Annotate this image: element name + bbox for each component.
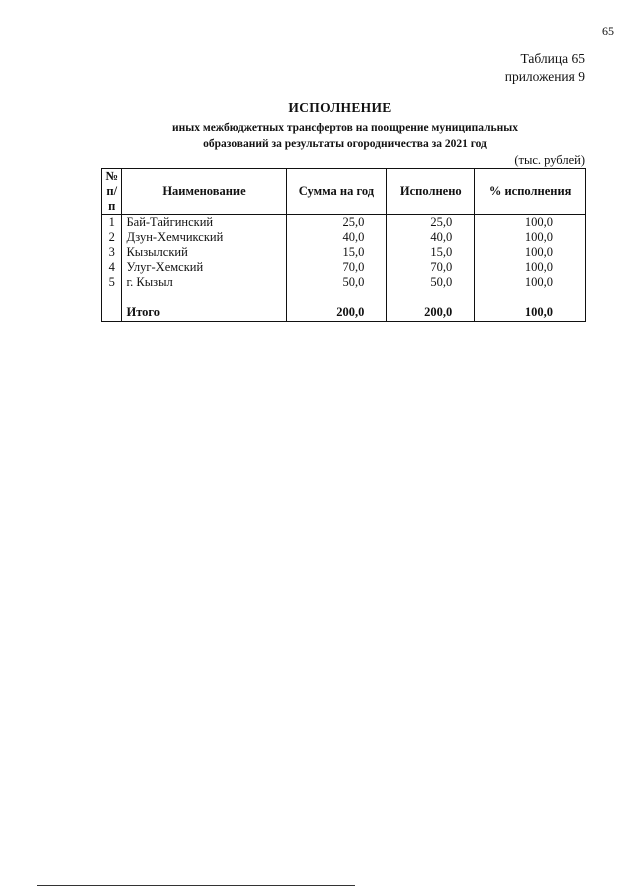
row-number: 2 (102, 230, 122, 245)
row-plan: 70,0 (286, 260, 387, 275)
row-name: Кызылский (122, 245, 286, 260)
row-done: 15,0 (387, 245, 475, 260)
row-done: 25,0 (387, 215, 475, 231)
row-percent: 100,0 (475, 230, 586, 245)
total-label: Итого (122, 290, 286, 322)
row-name: г. Кызыл (122, 275, 286, 290)
table-row (102, 245, 586, 260)
row-percent: 100,0 (475, 260, 586, 275)
row-done: 40,0 (387, 230, 475, 245)
table-row (102, 275, 586, 290)
row-percent: 100,0 (475, 215, 586, 231)
execution-table (101, 168, 586, 322)
row-name: Бай-Тайгинский (122, 215, 286, 231)
total-plan: 200,0 (286, 290, 387, 322)
subtitle-line-2: образований за результаты огородничества за 2021 год (203, 138, 487, 150)
table-total-row (102, 290, 586, 322)
row-done: 50,0 (387, 275, 475, 290)
header-plan: Сумма на год (286, 169, 387, 215)
row-percent: 100,0 (475, 245, 586, 260)
row-number: 1 (102, 215, 122, 231)
document-subtitle (0, 120, 640, 152)
footer-divider (37, 885, 355, 886)
table-label-block (505, 50, 585, 86)
row-plan: 40,0 (286, 230, 387, 245)
units-label: (тыс. рублей) (514, 153, 585, 167)
header-done: Исполнено (387, 169, 475, 215)
table-label: Таблица 65 (520, 51, 585, 66)
row-number: 4 (102, 260, 122, 275)
header-number (102, 169, 122, 215)
total-number (102, 290, 122, 322)
total-percent: 100,0 (475, 290, 586, 322)
row-plan: 50,0 (286, 275, 387, 290)
page-number: 65 (602, 24, 614, 38)
table-row (102, 260, 586, 275)
header-number-line-2: п/п (106, 184, 118, 213)
total-done: 200,0 (387, 290, 475, 322)
row-number: 3 (102, 245, 122, 260)
row-percent: 100,0 (475, 275, 586, 290)
header-percent: % исполнения (475, 169, 586, 215)
row-done: 70,0 (387, 260, 475, 275)
row-name: Дзун-Хемчикский (122, 230, 286, 245)
row-name: Улуг-Хемский (122, 260, 286, 275)
row-plan: 15,0 (286, 245, 387, 260)
table-row (102, 230, 586, 245)
header-name: Наименование (122, 169, 286, 215)
appendix-label: приложения 9 (504, 69, 585, 84)
document-title: ИСПОЛНЕНИЕ (288, 100, 392, 115)
row-number: 5 (102, 275, 122, 290)
header-number-line-1: № (105, 169, 119, 183)
table-row (102, 215, 586, 231)
table-header-row (102, 169, 586, 215)
row-plan: 25,0 (286, 215, 387, 231)
subtitle-line-1: иных межбюджетных трансфертов на поощрение муниципальных (172, 122, 518, 134)
